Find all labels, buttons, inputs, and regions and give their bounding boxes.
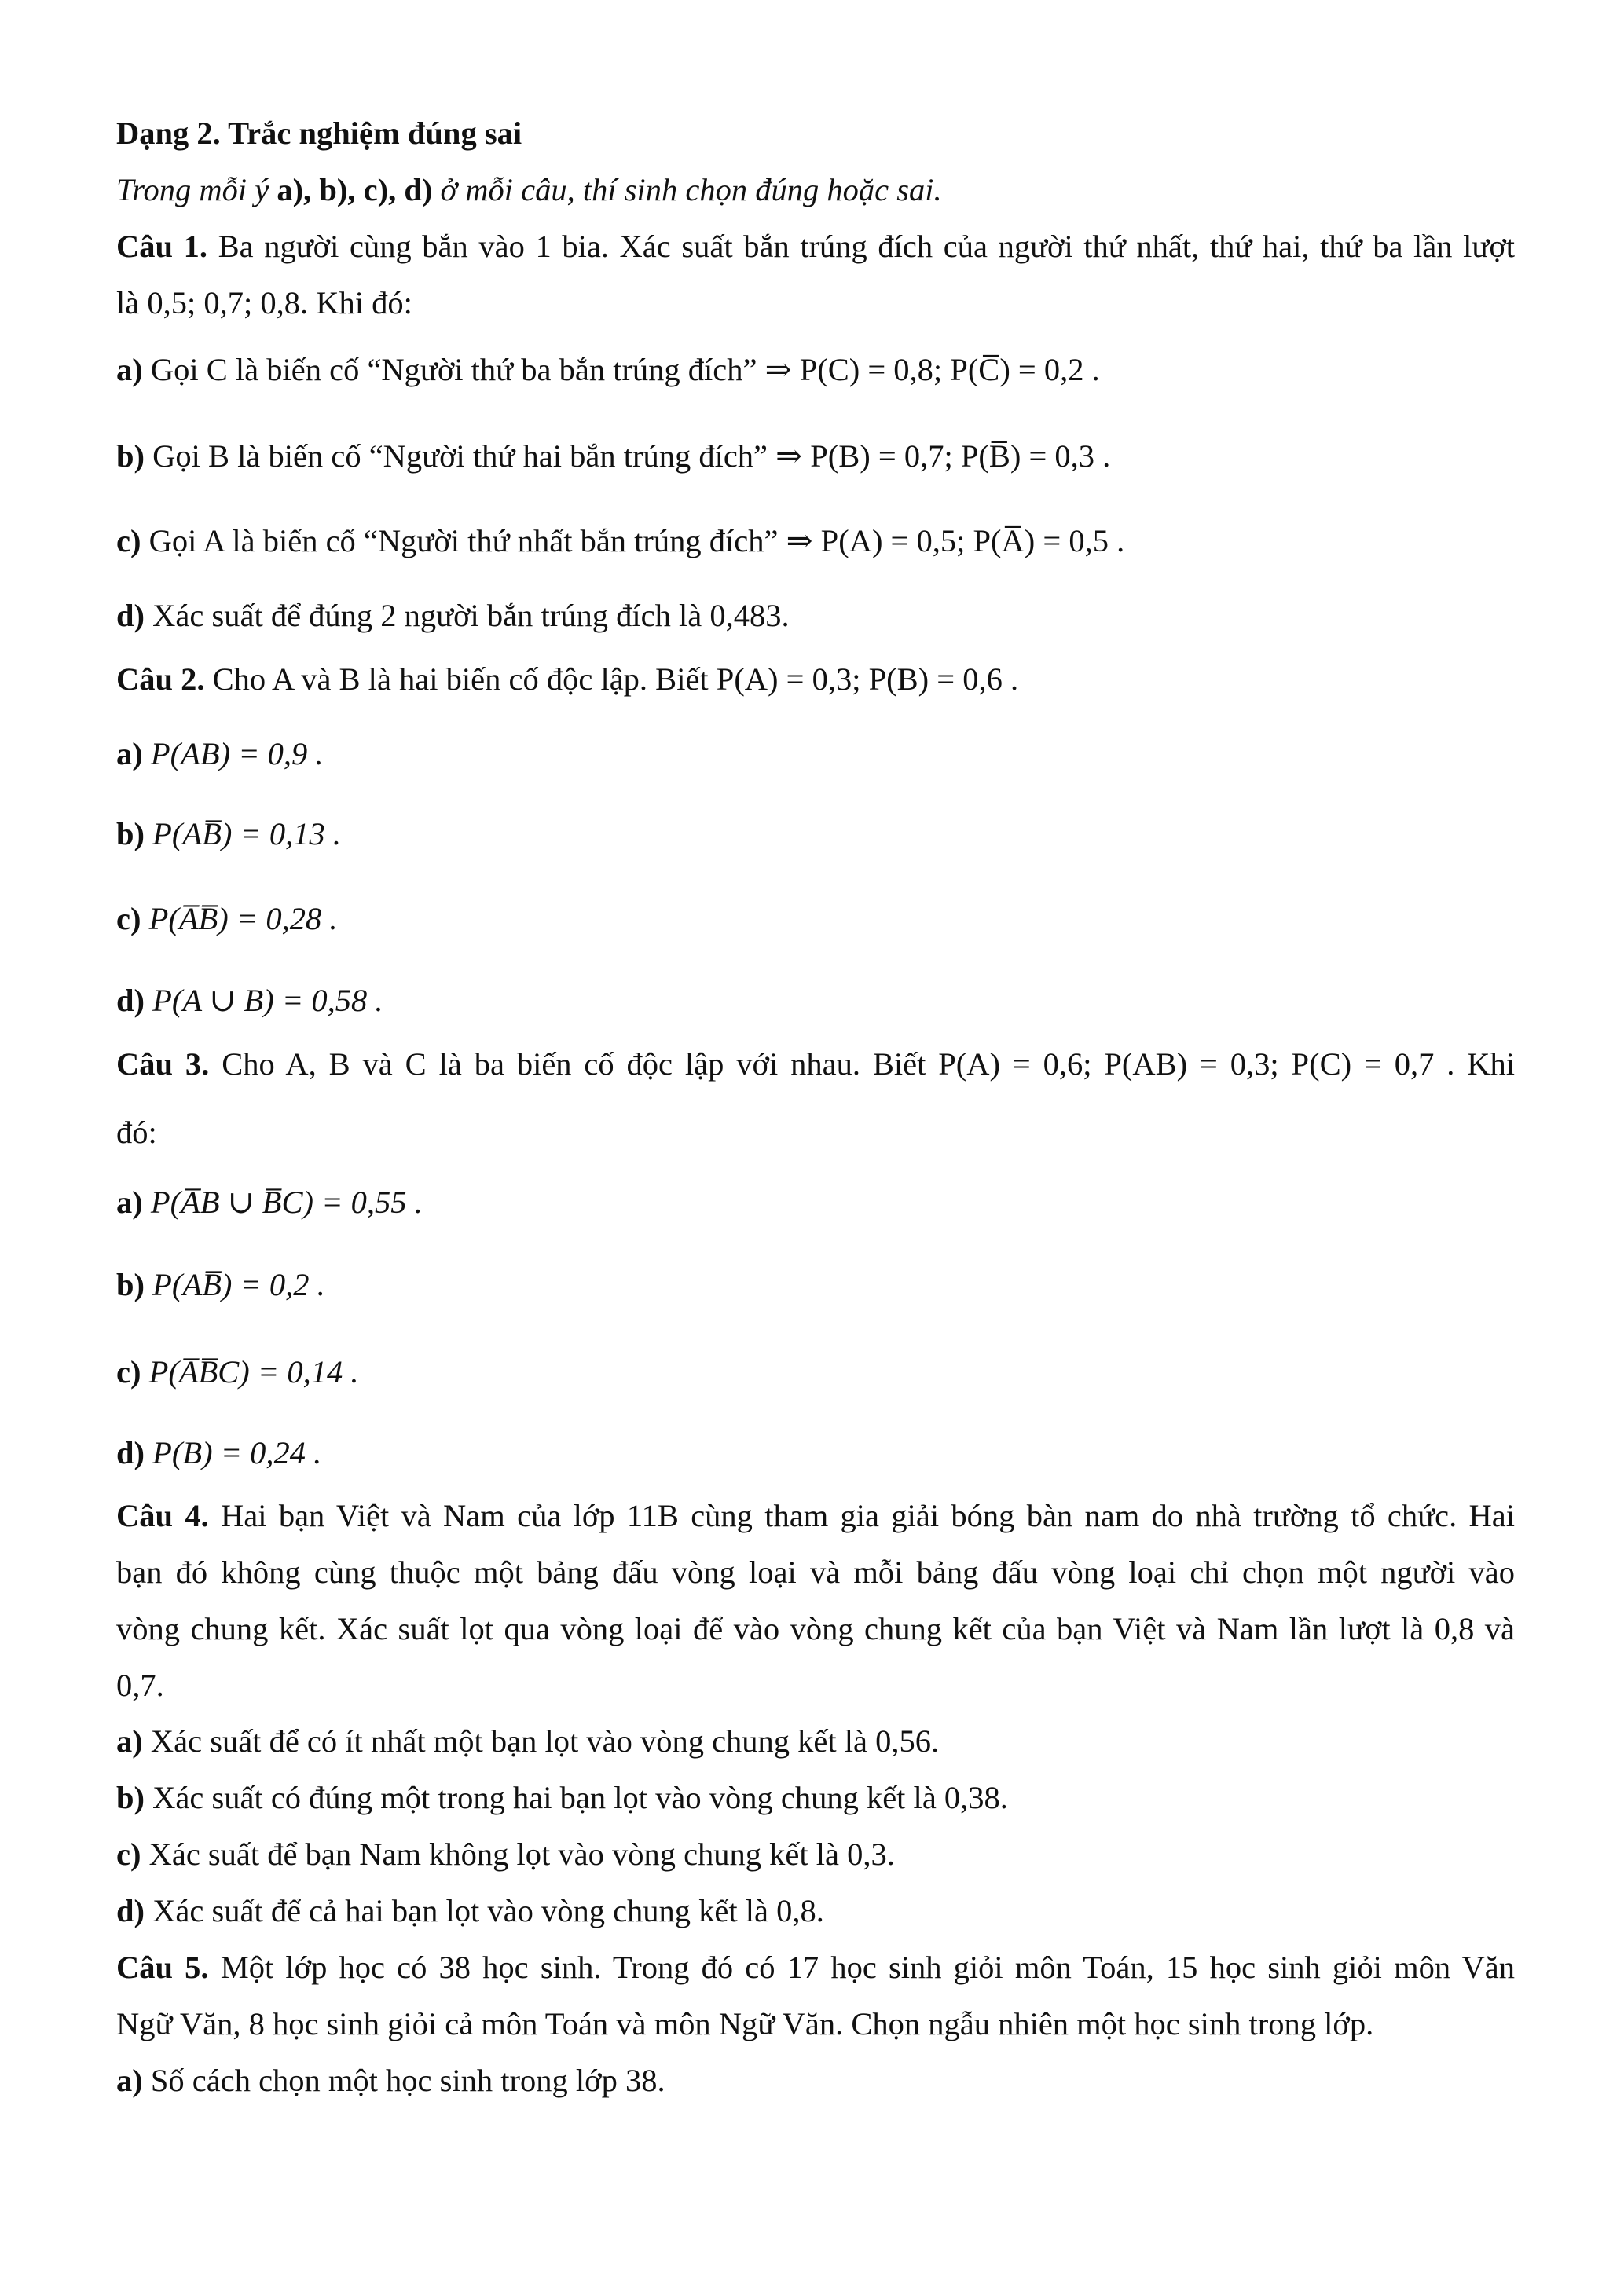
q4-stem-line2: bạn đó không cùng thuộc một bảng đấu vòng loại và mỗi bảng đấu vòng loại chỉ chọn một người vào xyxy=(116,1554,1515,1590)
q4-stem-line3: vòng chung kết. Xác suất lọt qua vòng loại để vào vòng chung kết của bạn Việt và Nam lần lượt là 0,8 và xyxy=(116,1611,1515,1646)
q2-option-a: a) P(AB) = 0,9 . xyxy=(116,736,324,771)
q3-option-b: b) P(AB̅) = 0,2 . xyxy=(116,1267,325,1302)
section-heading: Dạng 2. Trắc nghiệm đúng sai xyxy=(116,115,522,151)
q1-option-a: a) Gọi C là biến cố “Người thứ ba bắn trúng đích” ⇒ P(C) = 0,8; P(C̅) = 0,2 . xyxy=(116,352,1100,387)
instruction-line: Trong mỗi ý a), b), c), d) ở mỗi câu, thí sinh chọn đúng hoặc sai. xyxy=(116,172,942,207)
q4-option-c: c) Xác suất để bạn Nam không lọt vào vòng chung kết là 0,3. xyxy=(116,1836,895,1872)
q4-option-d: d) Xác suất để cả hai bạn lọt vào vòng chung kết là 0,8. xyxy=(116,1893,824,1928)
q5-stem-line2: Ngữ Văn, 8 học sinh giỏi cả môn Toán và môn Ngữ Văn. Chọn ngẫu nhiên một học sinh trong lớp. xyxy=(116,2006,1374,2041)
q3-option-a: a) P(A̅B ∪ B̅C) = 0,55 . xyxy=(116,1185,423,1220)
q1-stem-line2: là 0,5; 0,7; 0,8. Khi đó: xyxy=(116,285,412,320)
q2-stem: Câu 2. Cho A và B là hai biến cố độc lập. Biết P(A) = 0,3; P(B) = 0,6 . xyxy=(116,661,1019,697)
q2-option-d: d) P(A ∪ B) = 0,58 . xyxy=(116,983,383,1018)
q3-option-d: d) P(B) = 0,24 . xyxy=(116,1435,322,1470)
q4-stem-line1: Câu 4. Hai bạn Việt và Nam của lớp 11B cùng tham gia giải bóng bàn nam do nhà trường tổ chức. Hai xyxy=(116,1498,1515,1533)
q1-option-d: d) Xác suất để đúng 2 người bắn trúng đích là 0,483. xyxy=(116,598,790,633)
q4-option-a: a) Xác suất để có ít nhất một bạn lọt vào vòng chung kết là 0,56. xyxy=(116,1723,940,1759)
q3-stem-line2: đó: xyxy=(116,1115,157,1150)
q1-stem-line1: Câu 1. Ba người cùng bắn vào 1 bia. Xác suất bắn trúng đích của người thứ nhất, thứ hai, thứ ba lần lượt xyxy=(116,229,1515,264)
q2-option-b: b) P(AB̅) = 0,13 . xyxy=(116,816,342,851)
q4-stem-line4: 0,7. xyxy=(116,1668,164,1703)
q2-option-c: c) P(A̅B̅) = 0,28 . xyxy=(116,901,338,936)
q5-option-a: a) Số cách chọn một học sinh trong lớp 38. xyxy=(116,2063,665,2098)
q4-option-b: b) Xác suất có đúng một trong hai bạn lọt vào vòng chung kết là 0,38. xyxy=(116,1780,1008,1815)
q3-option-c: c) P(A̅B̅C) = 0,14 . xyxy=(116,1354,359,1390)
q3-stem-line1: Câu 3. Cho A, B và C là ba biến cố độc lập với nhau. Biết P(A) = 0,6; P(AB) = 0,3; P(C) = 0,7 . Khi xyxy=(116,1046,1515,1082)
q1-option-c: c) Gọi A là biến cố “Người thứ nhất bắn trúng đích” ⇒ P(A) = 0,5; P(A̅) = 0,5 . xyxy=(116,523,1125,558)
q1-option-b: b) Gọi B là biến cố “Người thứ hai bắn trúng đích” ⇒ P(B) = 0,7; P(B̅) = 0,3 . xyxy=(116,438,1111,474)
q5-stem-line1: Câu 5. Một lớp học có 38 học sinh. Trong đó có 17 học sinh giỏi môn Toán, 15 học sinh giỏi môn Văn xyxy=(116,1950,1515,1985)
